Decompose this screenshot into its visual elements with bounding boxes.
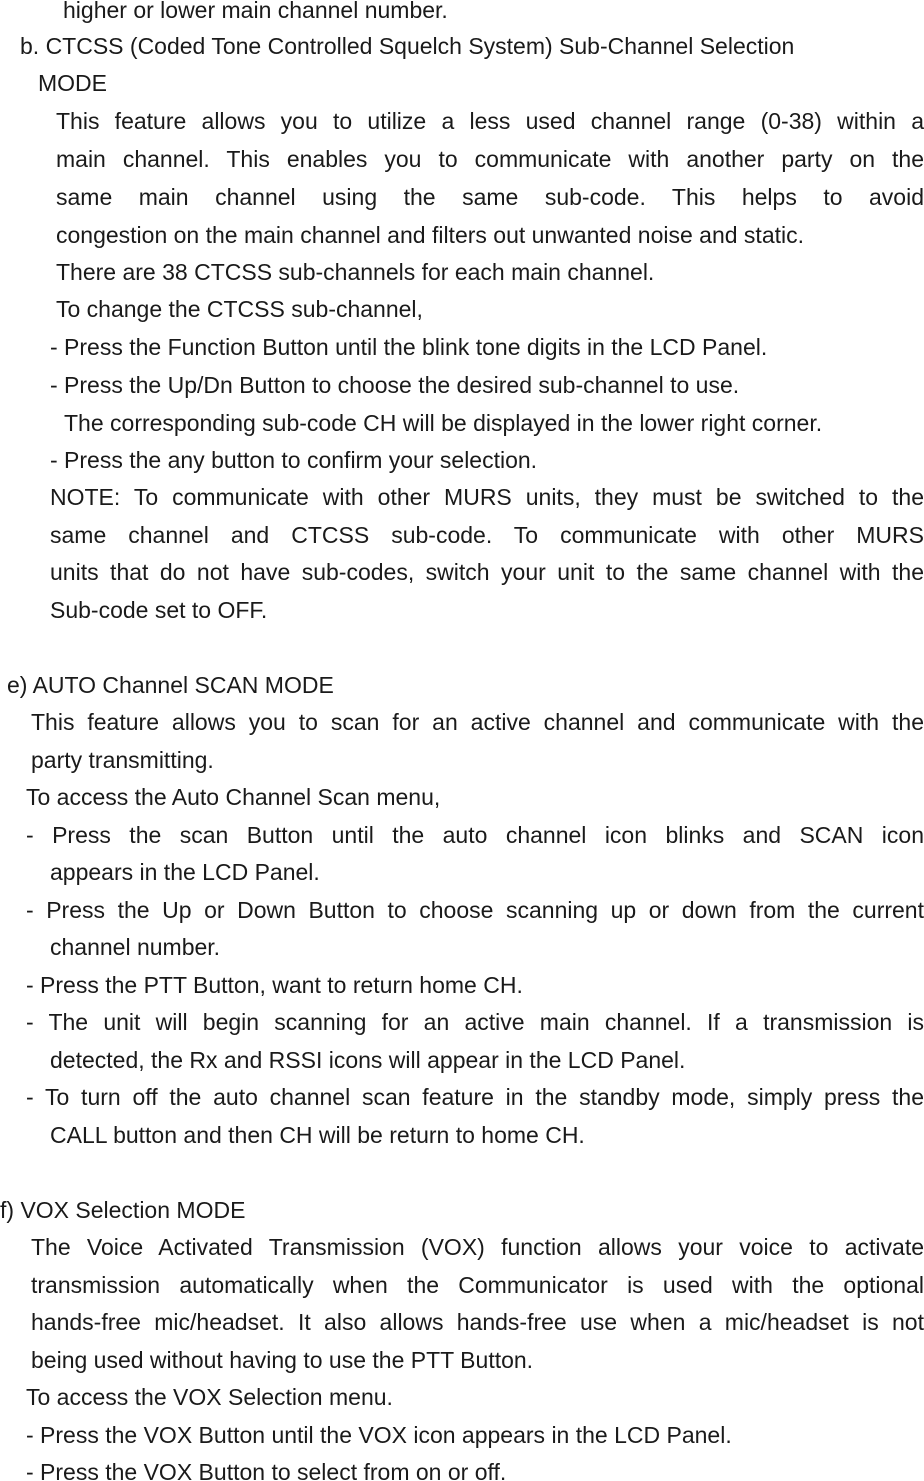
- section-f-heading: f) VOX Selection MODE: [0, 1197, 246, 1223]
- ctcss-paragraph-line: main channel. This enables you to communicate with another party on the: [56, 146, 924, 172]
- continuation-line: higher or lower main channel number.: [63, 0, 448, 23]
- vox-intro-line: The Voice Activated Transmission (VOX) function allows your voice to activate: [31, 1234, 924, 1260]
- ctcss-step: - Press the any button to confirm your selection.: [50, 447, 538, 473]
- ctcss-note-line: Sub-code set to OFF.: [50, 597, 268, 623]
- ctcss-change-intro: To change the CTCSS sub-channel,: [56, 296, 423, 322]
- ctcss-note-line: NOTE: To communicate with other MURS units, they must be switched to the: [50, 484, 924, 510]
- scan-step-cont: channel number.: [50, 934, 221, 960]
- scan-step-cont: detected, the Rx and RSSI icons will appear in the LCD Panel.: [50, 1047, 686, 1073]
- ctcss-paragraph-line: same main channel using the same sub-code. This helps to avoid: [56, 184, 924, 210]
- vox-intro-line: being used without having to use the PTT Button.: [31, 1347, 534, 1373]
- scan-step-cont: CALL button and then CH will be return to home CH.: [50, 1122, 585, 1148]
- vox-access-text: To access the VOX Selection menu.: [26, 1384, 393, 1410]
- vox-step: - Press the VOX Button until the VOX icon appears in the LCD Panel.: [26, 1422, 732, 1448]
- ctcss-paragraph-line: congestion on the main channel and filters out unwanted noise and static.: [56, 222, 804, 248]
- scan-step: - Press the Up or Down Button to choose scanning up or down from the current: [26, 897, 924, 923]
- vox-intro-line: transmission automatically when the Communicator is used with the optional: [31, 1272, 924, 1298]
- subsection-b-mode-label: MODE: [38, 70, 107, 96]
- ctcss-step: - Press the Up/Dn Button to choose the desired sub-channel to use.: [50, 372, 740, 398]
- scan-step-cont: appears in the LCD Panel.: [50, 859, 320, 885]
- ctcss-step-detail: The corresponding sub-code CH will be displayed in the lower right corner.: [64, 410, 823, 436]
- ctcss-note-line: units that do not have sub-codes, switch your unit to the same channel with the: [50, 559, 924, 585]
- scan-intro-line: This feature allows you to scan for an active channel and communicate with the: [31, 709, 924, 735]
- subsection-b-heading: b. CTCSS (Coded Tone Controlled Squelch System) Sub-Channel Selection: [20, 33, 795, 59]
- ctcss-step: - Press the Function Button until the blink tone digits in the LCD Panel.: [50, 334, 768, 360]
- ctcss-count-text: There are 38 CTCSS sub-channels for each main channel.: [56, 259, 655, 285]
- scan-access-text: To access the Auto Channel Scan menu,: [26, 784, 441, 810]
- scan-step: - The unit will begin scanning for an active main channel. If a transmission is: [26, 1009, 924, 1035]
- scan-step: - Press the PTT Button, want to return home CH.: [26, 972, 523, 998]
- vox-step: - Press the VOX Button to select from on or off.: [26, 1459, 507, 1481]
- ctcss-note-line: same channel and CTCSS sub-code. To communicate with other MURS: [50, 522, 924, 548]
- section-e-heading: e) AUTO Channel SCAN MODE: [7, 672, 334, 698]
- vox-intro-line: hands-free mic/headset. It also allows hands-free use when a mic/headset is not: [31, 1309, 924, 1335]
- scan-step: - To turn off the auto channel scan feature in the standby mode, simply press the: [26, 1084, 924, 1110]
- ctcss-paragraph-line: This feature allows you to utilize a less used channel range (0-38) within a: [56, 108, 924, 134]
- scan-step: - Press the scan Button until the auto channel icon blinks and SCAN icon: [26, 822, 924, 848]
- scan-intro-line: party transmitting.: [31, 747, 214, 773]
